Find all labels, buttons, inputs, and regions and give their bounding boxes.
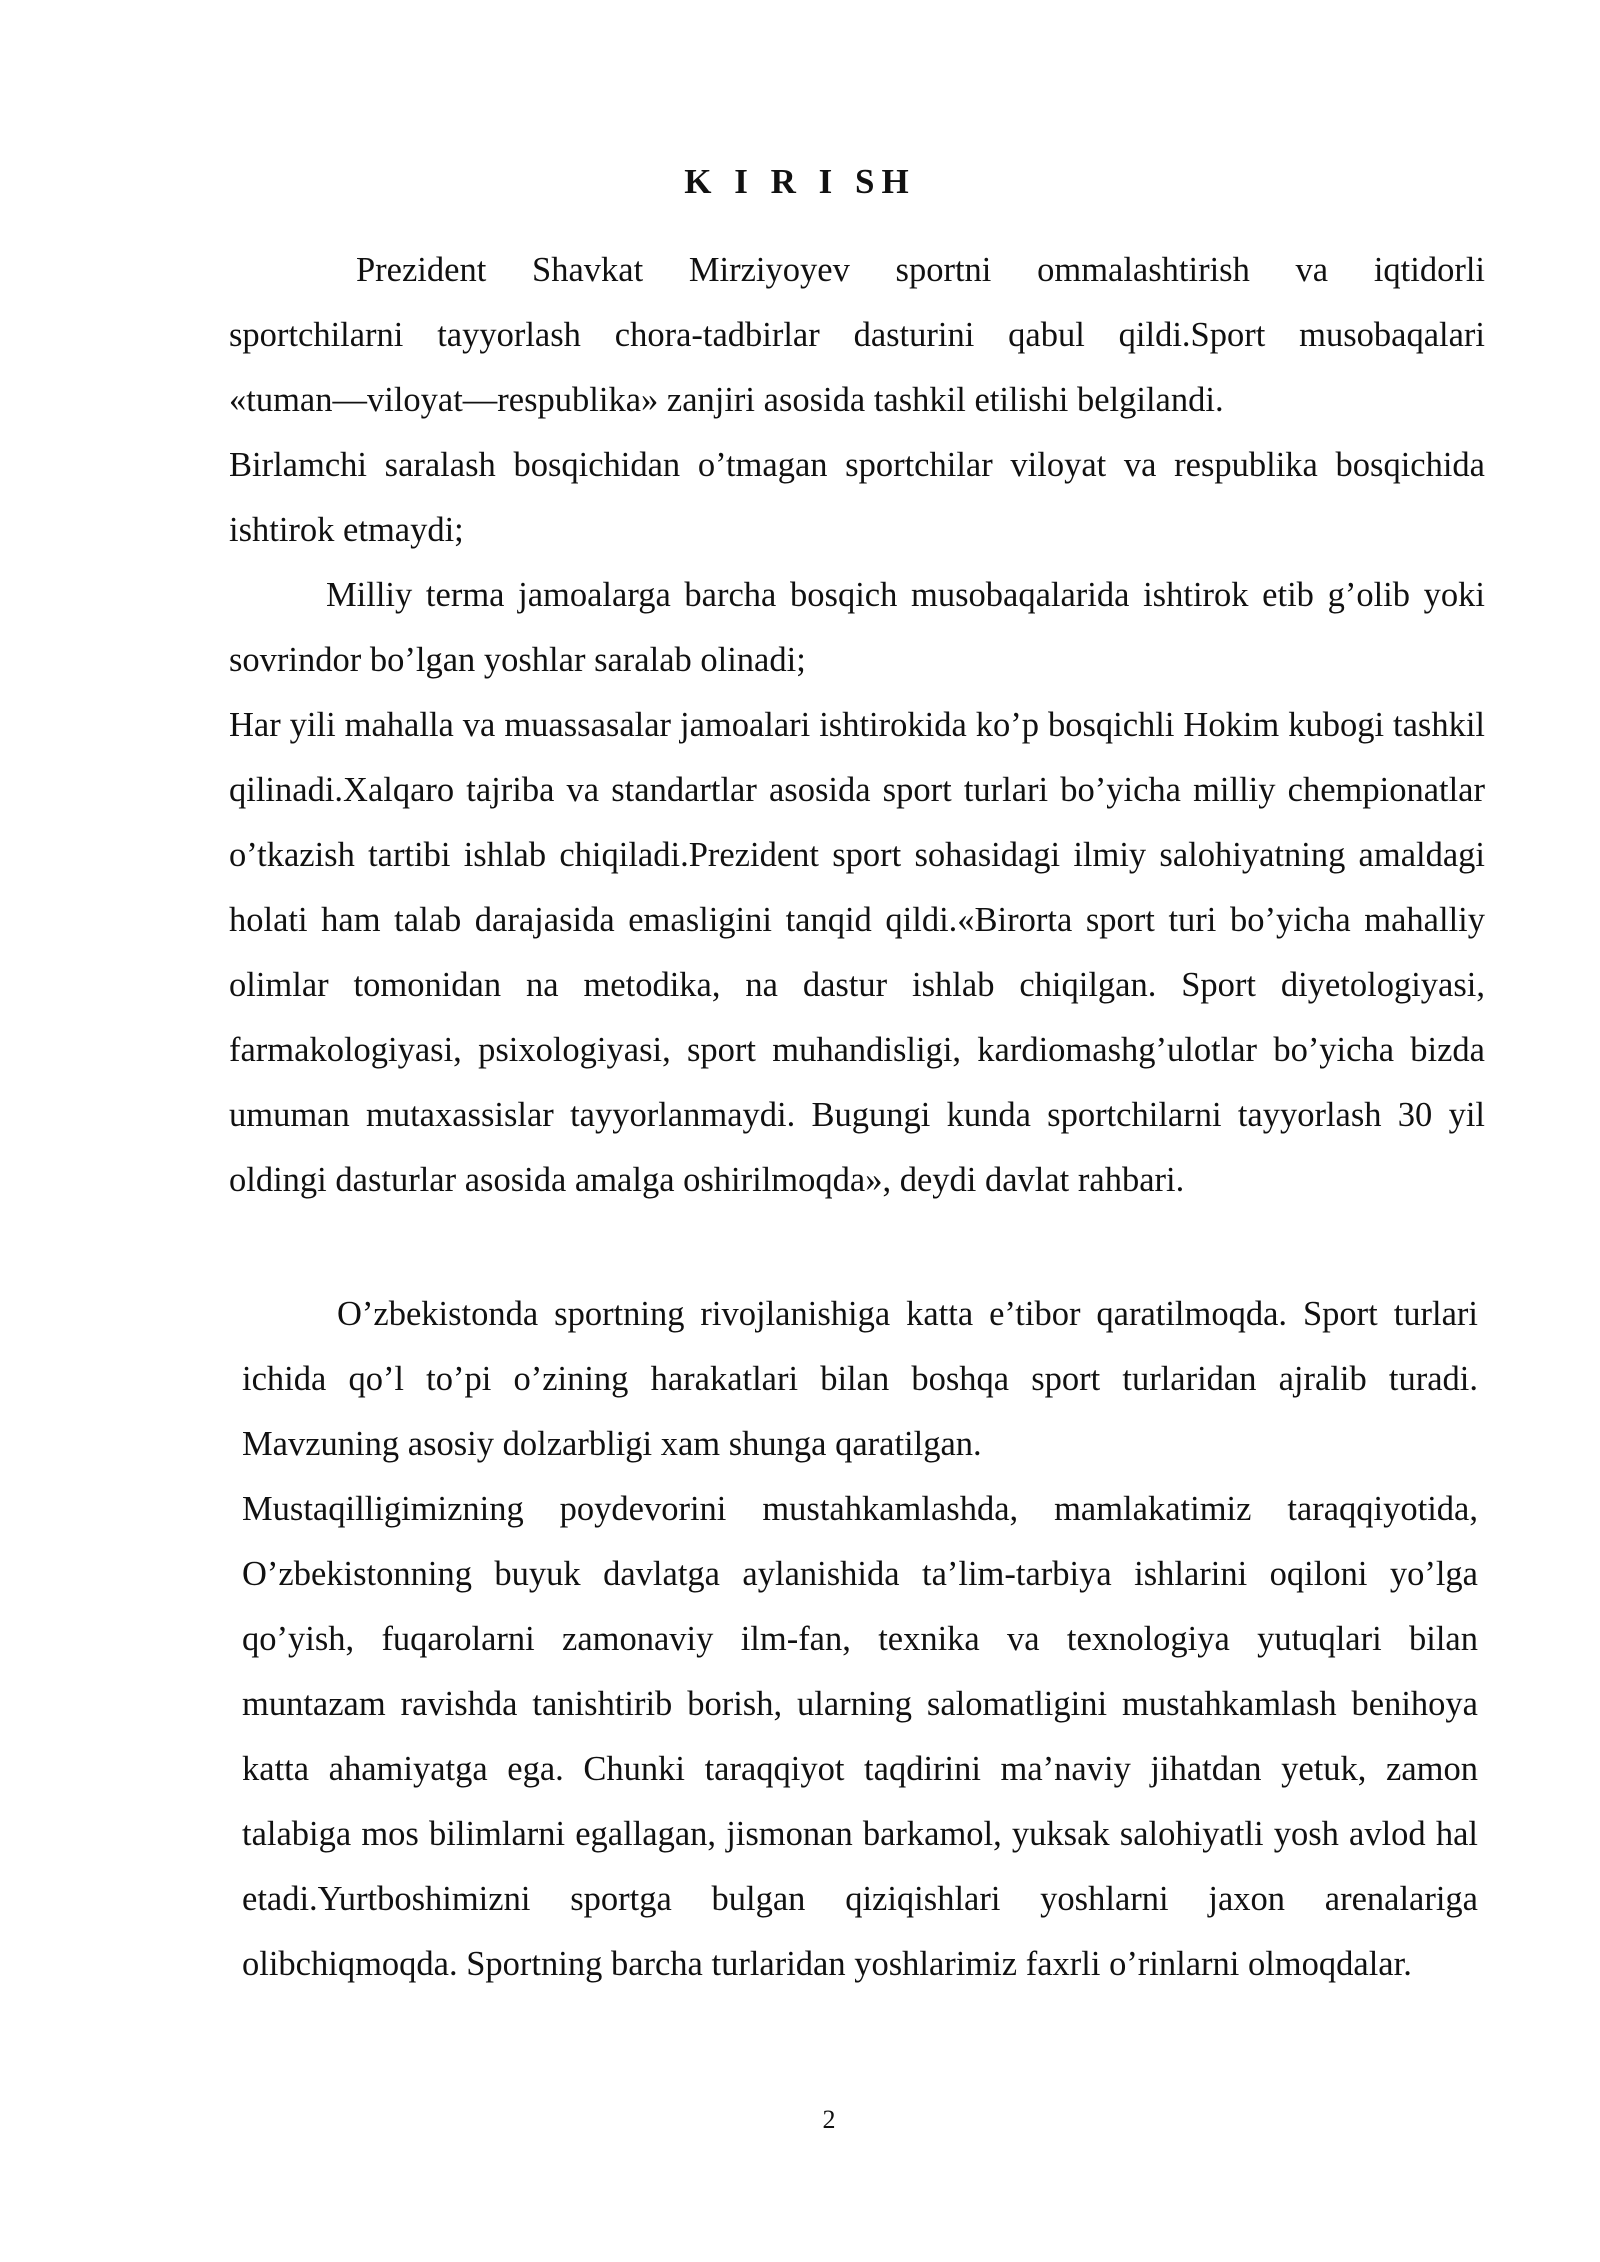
page-title: K I R I SH [684, 162, 916, 201]
paragraph-1-line-3: «tuman—viloyat—respublika» zanjiri asosida tashkil etilishi belgilandi. [229, 381, 1224, 419]
paragraph-1-line-1: Prezident Shavkat Mirziyoyev sportni ommalashtirish va iqtidorli [356, 251, 1485, 289]
paragraph-1-line-2: sportchilarni tayyorlash chora-tadbirlar dasturini qabul qildi.Sport musobaqalari [229, 316, 1485, 354]
paragraph-4: Har yili mahalla va muassasalar jamoalari ishtirokida ko’p bosqichli Hokim kubogi tashkil qilinadi.Xalqaro tajriba va standartlar asosida sport turlari bo’yicha milliy chempionatlar o’tkazish tartibi ishlab chiqiladi.Prezident sport sohasidagi ilmiy salohiyatning amaldagi holati ham talab darajasida emasligini tanqid qildi.«Birorta sport turi bo’yicha mahalliy olimlar tomonidan na metodika, na dastur ishlab chiqilgan. Sport diyetologiyasi, farmakologiyasi, psixologiyasi, sport muhandisligi, kardiomashg’ulotlar bo’yicha bizda umuman mutaxassislar tayyorlanmaydi. Bugungi kunda sportchilarni tayyorlash 30 yil oldingi dasturlar asosida amalga oshirilmoqda», deydi davlat rahbari. [229, 706, 1485, 1199]
page-number: 2 [822, 2105, 836, 2134]
paragraph-2: Birlamchi saralash bosqichidan o’tmagan sportchilar viloyat va respublika bosqichida ishtirok etmaydi; [229, 446, 1485, 549]
paragraph-3: Milliy terma jamoalarga barcha bosqich musobaqalarida ishtirok etib g’olib yoki sovrindor bo’lgan yoshlar saralab olinadi; [229, 576, 1485, 679]
paragraph-6: Mustaqilligimizning poydevorini mustahkamlashda, mamlakatimiz taraqqiyotida, O’zbekistonning buyuk davlatga aylanishida ta’lim-tarbiya ishlarini oqiloni yo’lga qo’yish, fuqarolarni zamonaviy ilm-fan, texnika va texnologiya yutuqlari bilan muntazam ravishda tanishtirib borish, ularning salomatligini mustahkamlash benihoya katta ahamiyatga ega. Chunki taraqqiyot taqdirini ma’naviy jihatdan yetuk, zamon talabiga mos bilimlarni egallagan, jismonan barkamol, yuksak salohiyatli yosh avlod hal etadi.Yurtboshimizni sportga bulgan qiziqishlari yoshlarni jaxon arenalariga olibchiqmoqda. Sportning barcha turlaridan yoshlarimiz faxrli o’rinlarni olmoqdalar. [242, 1490, 1478, 1983]
paragraph-5: O’zbekistonda sportning rivojlanishiga katta e’tibor qaratilmoqda. Sport turlari ichida qo’l to’pi o’zining harakatlari bilan boshqa sport turlaridan ajralib turadi. Mavzuning asosiy dolzarbligi xam shunga qaratilgan. [242, 1295, 1478, 1463]
relevance-section [242, 1282, 1478, 1997]
intro-section [229, 238, 1485, 1213]
